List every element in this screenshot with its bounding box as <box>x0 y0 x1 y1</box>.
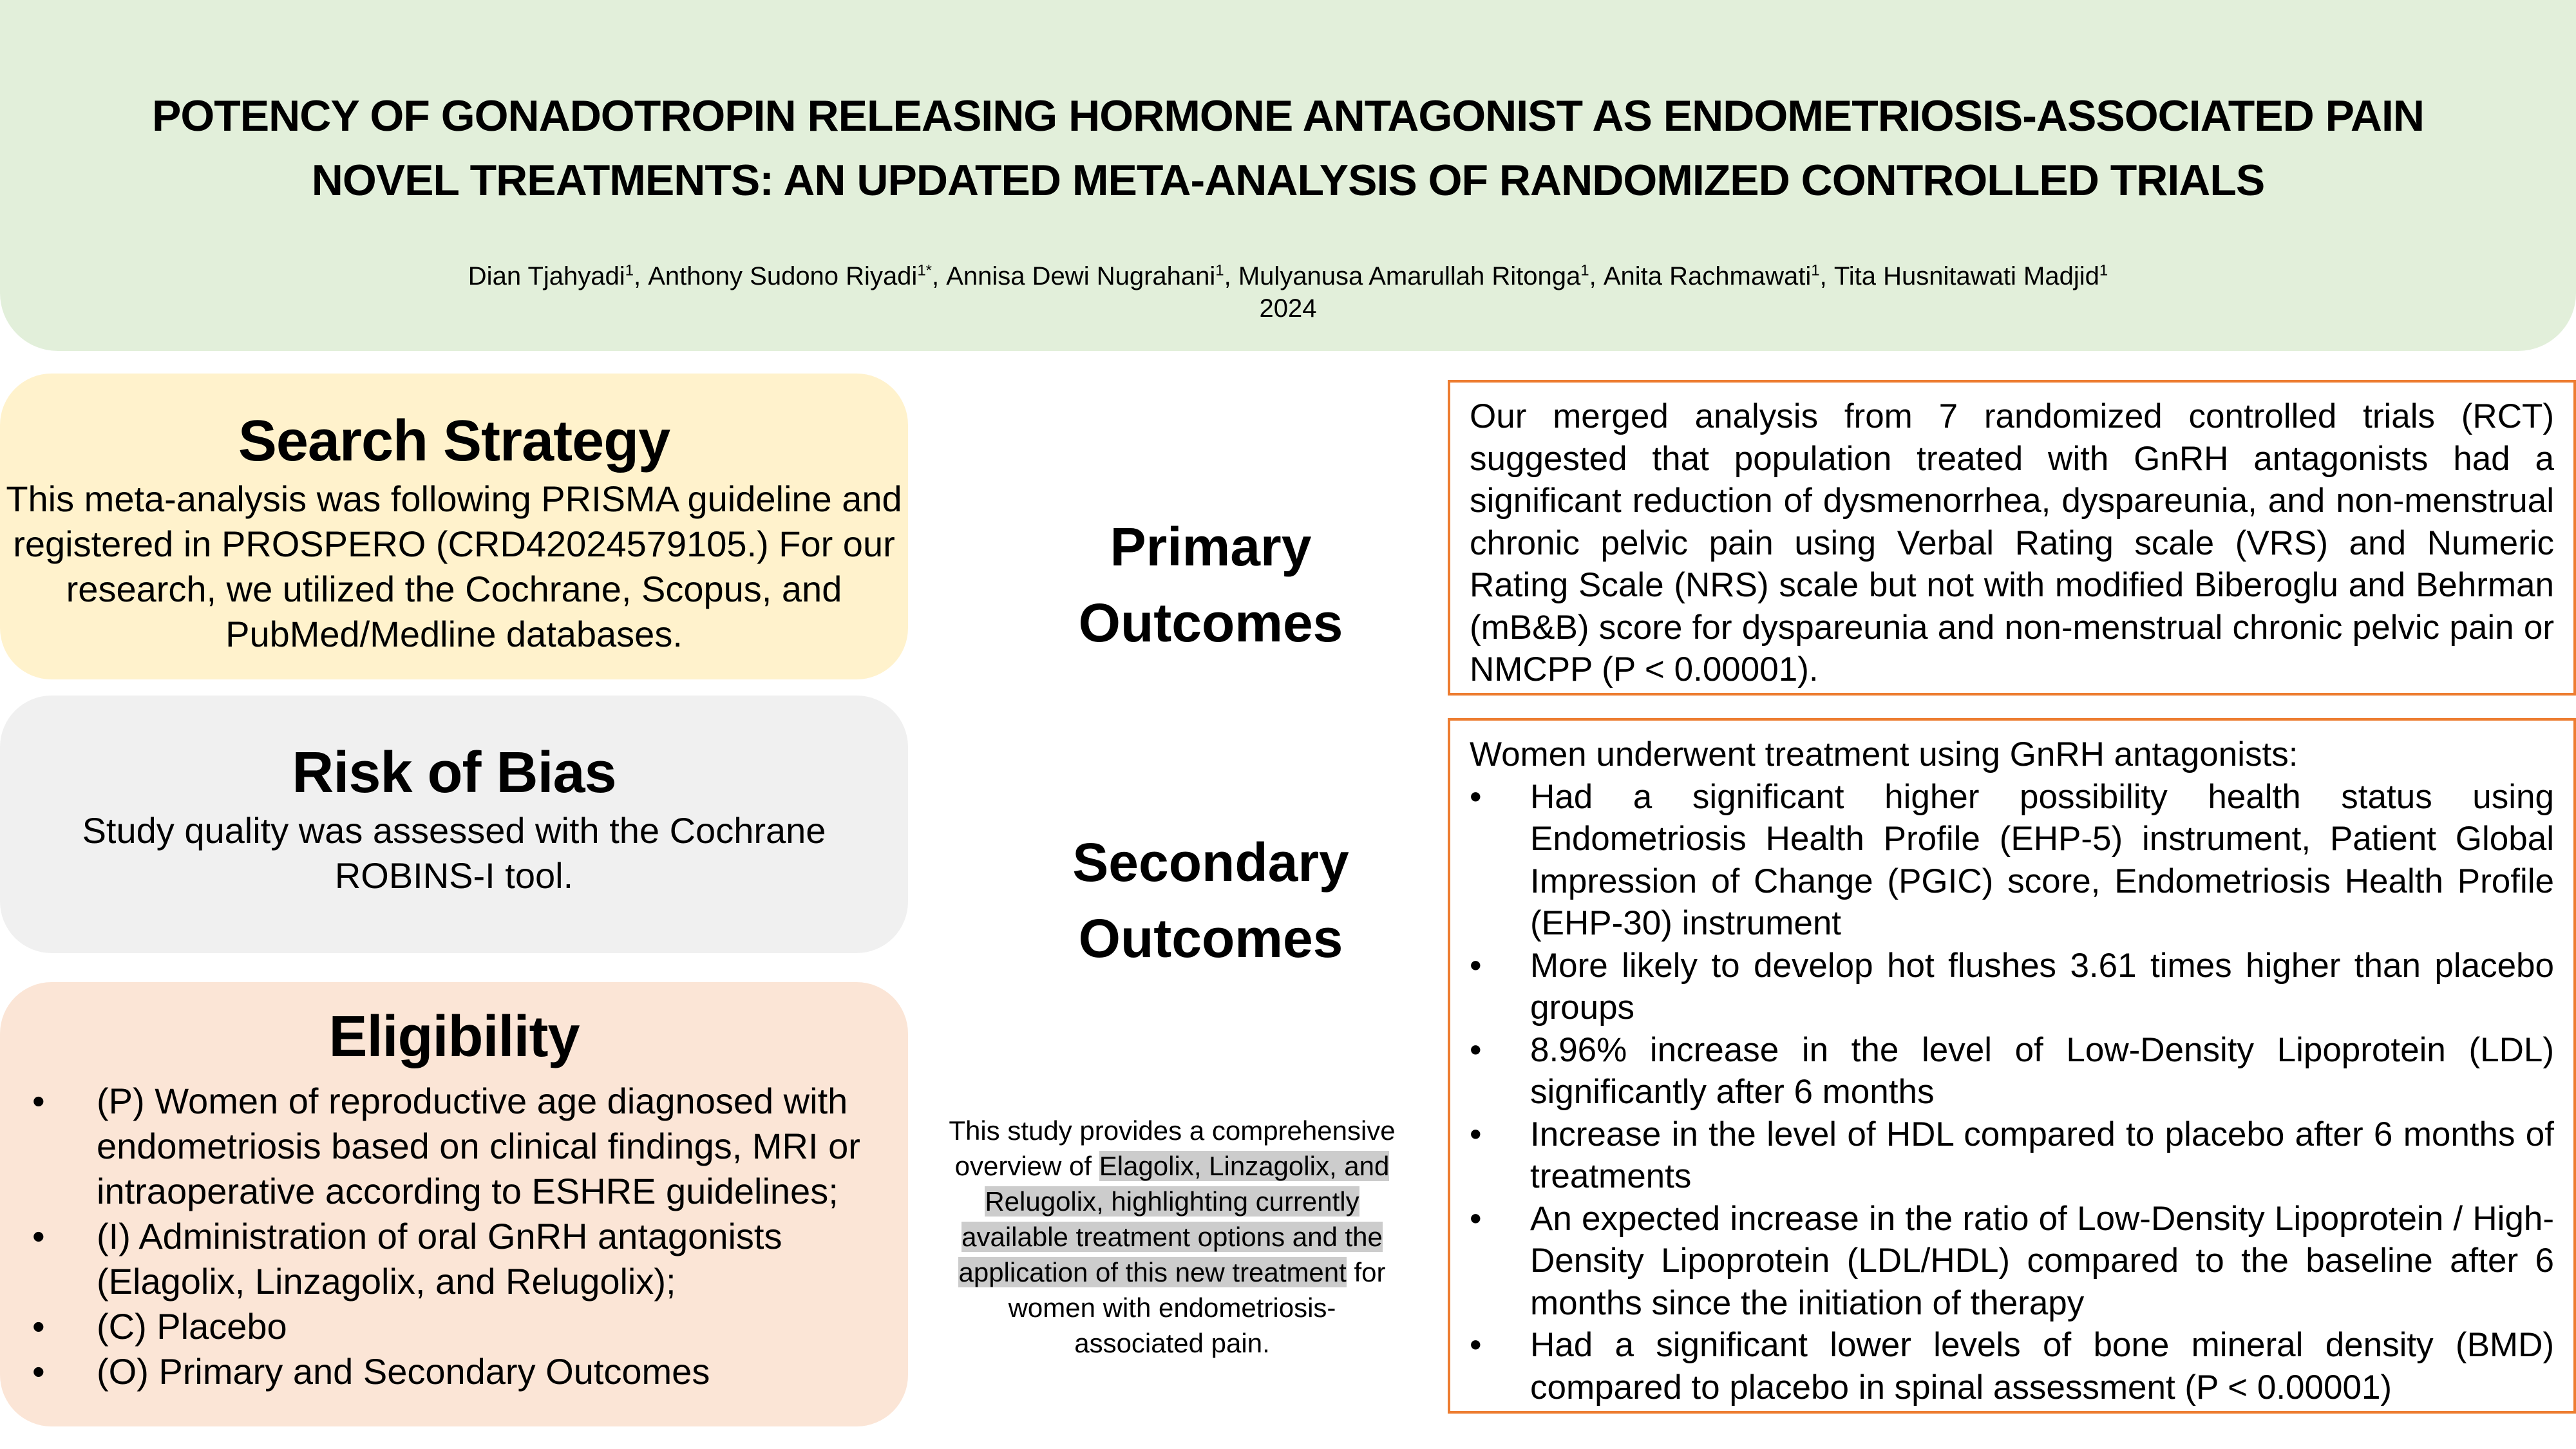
eligibility-item-text: (P) Women of reproductive age diagnosed with endometriosis based on clinical findings, MRI or intraoperative according to ESHRE guidelines; <box>97 1081 860 1211</box>
heading-line: Primary <box>1110 516 1312 577</box>
bullet-icon: • <box>1470 1326 1482 1364</box>
secondary-outcome-item <box>1470 945 2554 1029</box>
author-affiliation: 1 <box>2099 262 2108 279</box>
author-affiliation: 1 <box>625 262 634 279</box>
author-affiliation: 1 <box>1811 262 1820 279</box>
eligibility-item <box>32 1304 895 1349</box>
author-separator: , <box>1224 262 1238 291</box>
author-name: Tita Husnitawati Madjid <box>1833 262 2099 291</box>
bullet-icon: • <box>32 1351 45 1392</box>
bullet-icon: • <box>1470 946 1482 985</box>
secondary-outcome-item <box>1470 1113 2554 1198</box>
publication-year: 2024 <box>1259 294 1317 323</box>
secondary-outcome-item <box>1470 776 2554 945</box>
author-affiliation: 1 <box>1215 262 1224 279</box>
eligibility-item <box>32 1079 895 1214</box>
author-separator: , <box>634 262 649 291</box>
secondary-outcome-text: An expected increase in the ratio of Low-Density Lipoprotein / High-Density Lipoprotein (LDL/HDL) compared to the baseline after 6 months since the initiation of therapy <box>1530 1199 2554 1322</box>
summary-text: This study provides a comprehensive overview of <box>949 1115 1396 1181</box>
eligibility-item <box>32 1214 895 1304</box>
poster-title <box>64 84 2512 213</box>
bullet-icon: • <box>1470 1199 1482 1238</box>
author-list <box>0 252 2576 295</box>
author <box>648 262 946 290</box>
author-separator: , <box>1819 262 1834 291</box>
author-name: Mulyanusa Amarullah Ritonga <box>1238 262 1581 291</box>
author-name: Anthony Sudono Riyadi <box>648 262 918 291</box>
primary-outcomes-heading <box>1005 509 1417 661</box>
bullet-icon: • <box>32 1216 45 1256</box>
secondary-outcomes-list <box>1470 776 2554 1409</box>
author-affiliation: 1* <box>917 262 933 279</box>
author-separator: , <box>1589 262 1604 291</box>
eligibility-panel <box>0 982 908 1426</box>
heading-line: Outcomes <box>1078 592 1343 653</box>
secondary-outcomes-box <box>1448 718 2576 1414</box>
poster-header <box>0 0 2576 351</box>
secondary-outcome-text: More likely to develop hot flushes 3.61 times higher than placebo groups <box>1530 946 2554 1027</box>
author-affiliation: 1 <box>1580 262 1589 279</box>
secondary-outcome-text: Had a significant lower levels of bone mineral density (BMD) compared to placebo in spinal assessment (P < 0.00001) <box>1530 1326 2554 1406</box>
author-name: Dian Tjahyadi <box>468 262 625 291</box>
author-name: Annisa Dewi Nugrahani <box>946 262 1216 291</box>
secondary-outcomes-heading <box>1005 824 1417 976</box>
risk-of-bias-heading: Risk of Bias <box>292 741 616 805</box>
eligibility-item-text: (I) Administration of oral GnRH antagonists (Elagolix, Linzagolix, and Relugolix); <box>97 1216 782 1302</box>
title-line: NOVEL TREATMENTS: AN UPDATED META-ANALYSIS OF RANDOMIZED CONTROLLED TRIALS <box>311 156 2265 205</box>
bullet-icon: • <box>1470 777 1482 816</box>
summary-text: for women with endometriosis-associated pain. <box>1008 1257 1386 1358</box>
eligibility-item-text: (C) Placebo <box>97 1306 287 1347</box>
bullet-icon: • <box>32 1306 45 1347</box>
primary-outcomes-box <box>1448 380 2576 696</box>
study-summary <box>947 1113 1397 1361</box>
eligibility-item <box>32 1349 895 1394</box>
summary-highlighted-text: Elagolix, Linzagolix, and Relugolix, highlighting currently available treatment options and the application of this new treatment <box>958 1151 1390 1287</box>
author-separator: , <box>932 262 947 291</box>
author <box>1604 262 1834 290</box>
secondary-outcome-text: Had a significant higher possibility health status using Endometriosis Health Profile (EHP-5) instrument, Patient Global Impression of Change (PGIC) score, Endometriosis Health Profile (EHP-30) instrument <box>1530 777 2554 942</box>
author <box>1238 262 1604 290</box>
search-strategy-heading: Search Strategy <box>238 409 670 473</box>
eligibility-item-text: (O) Primary and Secondary Outcomes <box>97 1351 710 1392</box>
heading-line: Outcomes <box>1078 908 1343 969</box>
eligibility-heading: Eligibility <box>328 1005 580 1069</box>
eligibility-list <box>0 1079 908 1394</box>
title-line: POTENCY OF GONADOTROPIN RELEASING HORMONE ANTAGONIST AS ENDOMETRIOSIS-ASSOCIATED PAIN <box>152 91 2424 140</box>
bullet-icon: • <box>32 1081 45 1121</box>
search-strategy-body: This meta-analysis was following PRISMA guideline and registered in PROSPERO (CRD42024579105.) For our research, we utilized the Cochrane, Scopus, and PubMed/Medline databases. <box>6 478 902 654</box>
bullet-icon: • <box>1470 1115 1482 1153</box>
secondary-outcome-item <box>1470 1198 2554 1325</box>
search-strategy-panel <box>0 374 908 679</box>
author <box>946 262 1238 290</box>
author <box>1834 262 2108 290</box>
heading-line: Secondary <box>1072 832 1349 893</box>
secondary-outcome-item <box>1470 1029 2554 1113</box>
author <box>468 262 648 290</box>
secondary-outcome-text: Increase in the level of HDL compared to placebo after 6 months of treatments <box>1530 1115 2554 1195</box>
secondary-outcome-item <box>1470 1324 2554 1408</box>
risk-of-bias-body: Study quality was assessed with the Cochrane ROBINS-I tool. <box>82 810 826 896</box>
secondary-outcome-text: 8.96% increase in the level of Low-Density Lipoprotein (LDL) significantly after 6 months <box>1530 1030 2554 1111</box>
risk-of-bias-panel <box>0 696 908 953</box>
bullet-icon: • <box>1470 1030 1482 1069</box>
secondary-outcomes-intro: Women underwent treatment using GnRH antagonists: <box>1470 735 2298 773</box>
primary-outcomes-text: Our merged analysis from 7 randomized controlled trials (RCT) suggested that population treated with GnRH antagonists had a significant reduction of dysmenorrhea, dyspareunia, and non-menstrual chronic pelvic pain using Verbal Rating scale (VRS) and Numeric Rating Scale (NRS) scale but not with modified Biberoglu and Behrman (mB&B) score for dyspareunia and non-menstrual chronic pelvic pain or NMCPP (P < 0.00001). <box>1470 397 2554 688</box>
author-name: Anita Rachmawati <box>1603 262 1812 291</box>
